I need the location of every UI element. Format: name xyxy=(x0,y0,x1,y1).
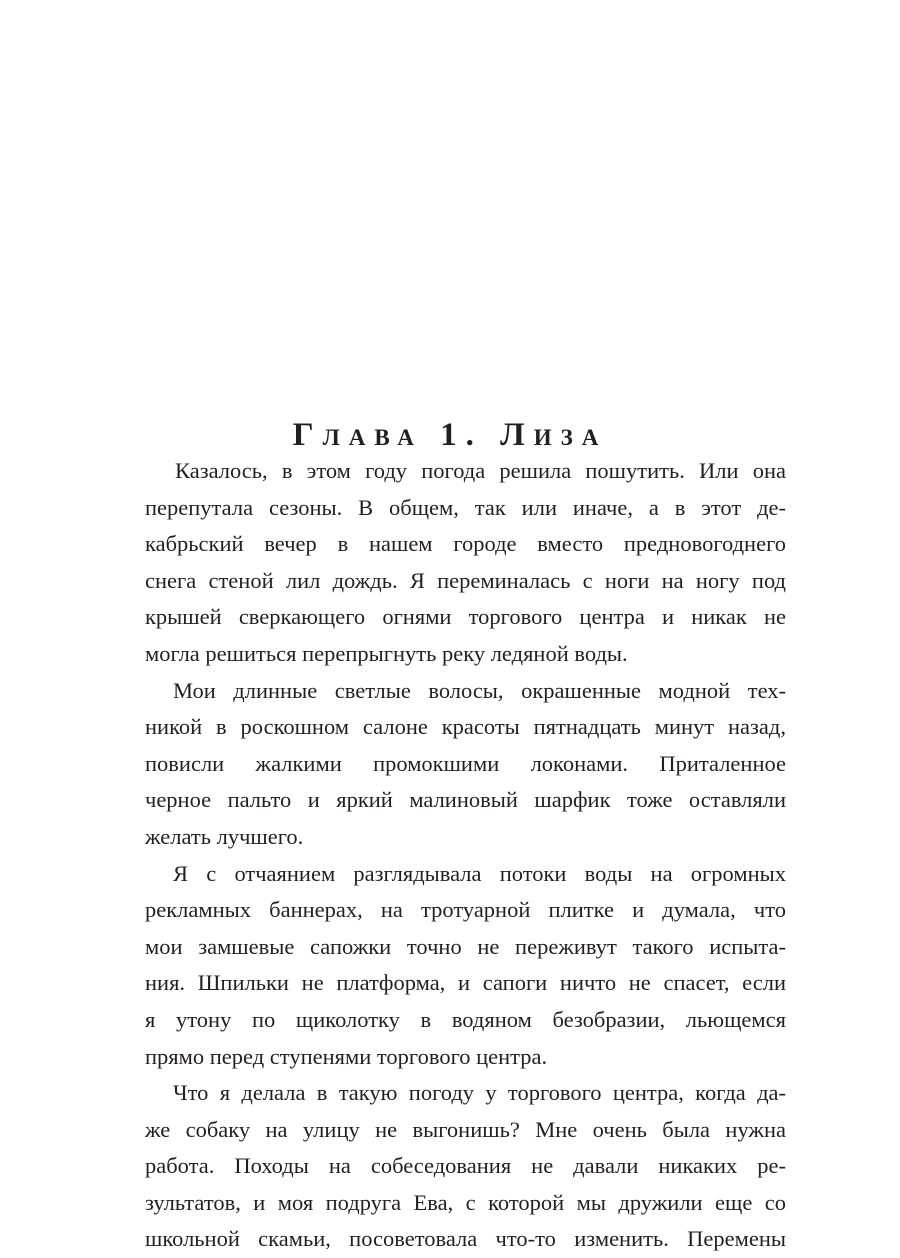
paragraph-2 xyxy=(145,673,786,856)
text-line: я утону по щиколотку в водяном безобразии, льющемся xyxy=(145,1006,786,1032)
text-line: Что я делала в такую погоду у торгового центра, когда да- xyxy=(173,1080,786,1106)
text-line: рекламных баннерах, на тротуарной плитке и думала, что xyxy=(145,897,786,923)
text-line: могла решиться перепрыгнуть реку ледяной воды. xyxy=(145,640,628,666)
text-line: никой в роскошном салоне красоты пятнадцать минут назад, xyxy=(145,714,786,740)
text-line: же собаку на улицу не выгонишь? Мне очень была нужна xyxy=(145,1116,786,1142)
text-line: зультатов, и моя подруга Ева, с которой мы дружили еще со xyxy=(145,1189,786,1215)
text-line: кабрьский вечер в нашем городе вместо предновогоднего xyxy=(145,531,786,557)
text-line: школьной скамьи, посоветовала что-то изменить. Перемены xyxy=(145,1226,786,1252)
text-line: мои замшевые сапожки точно не переживут такого испыта- xyxy=(145,933,786,959)
text-line: ния. Шпильки не платформа, и сапоги ничто не спасет, если xyxy=(145,970,786,996)
text-line: черное пальто и яркий малиновый шарфик тоже оставляли xyxy=(145,787,786,813)
text-line: прямо перед ступенями торгового центра. xyxy=(145,1043,548,1069)
text-line: Казалось, в этом году погода решила пошутить. Или она xyxy=(175,458,786,483)
text-line: работа. Походы на собеседования не давали никаких ре- xyxy=(145,1153,786,1179)
text-line: желать лучшего. xyxy=(145,823,304,849)
text-line: перепутала сезоны. В общем, так или иначе, а в этот де- xyxy=(145,494,786,520)
text-line: Мои длинные светлые волосы, окрашенные модной тех- xyxy=(173,677,786,703)
chapter-body xyxy=(145,453,786,1258)
text-line: снега стеной лил дождь. Я переминалась с ноги на ногу под xyxy=(145,567,786,593)
paragraph-1 xyxy=(145,453,786,673)
paragraph-4 xyxy=(145,1075,786,1258)
text-line: повисли жалкими промокшими локонами. Приталенное xyxy=(145,750,786,776)
chapter-title: Глава 1. Лиза xyxy=(292,417,608,454)
text-line: Я с отчаянием разглядывала потоки воды на огромных xyxy=(173,860,786,886)
paragraph-3 xyxy=(145,856,786,1076)
text-line: крышей сверкающего огнями торгового центра и никак не xyxy=(145,604,786,630)
